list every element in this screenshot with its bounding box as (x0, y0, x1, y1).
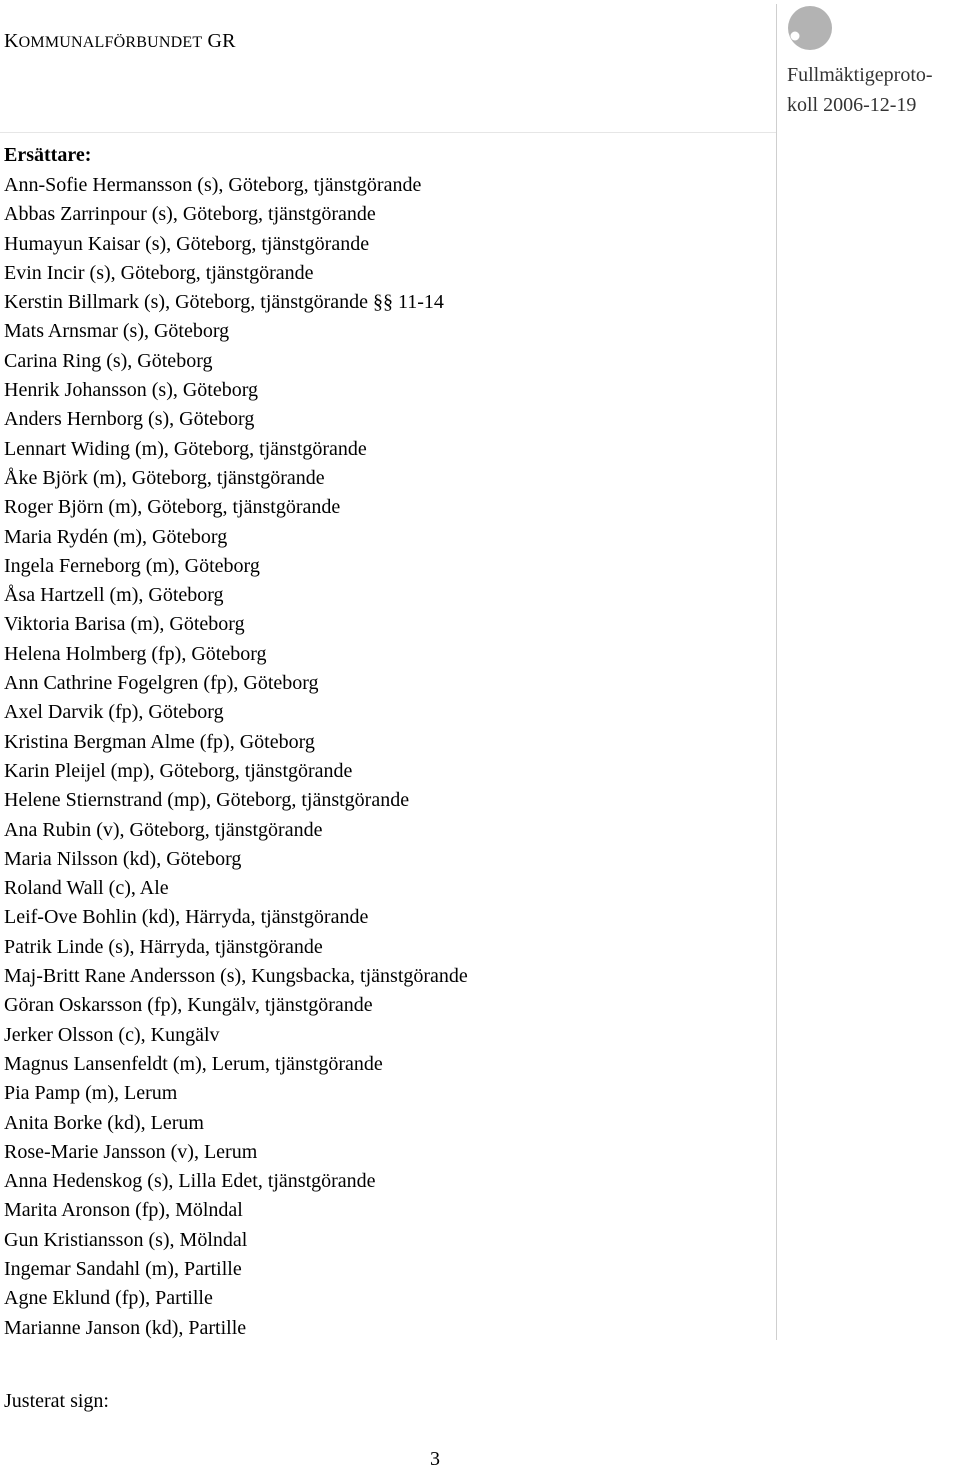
list-item: Maria Rydén (m), Göteborg (4, 525, 228, 548)
org-name-rest: OMMUNALFÖRBUNDET (18, 34, 203, 51)
list-item: Leif-Ove Bohlin (kd), Härryda, tjänstgörande (4, 906, 369, 929)
member-list (4, 171, 468, 1343)
list-item: Viktoria Barisa (m), Göteborg (4, 613, 245, 636)
list-item: Ann Cathrine Fogelgren (fp), Göteborg (4, 672, 319, 695)
page-number: 3 (430, 1448, 440, 1470)
list-item: Maria Nilsson (kd), Göteborg (4, 847, 242, 870)
list-item: Kristina Bergman Alme (fp), Göteborg (4, 730, 315, 753)
list-item: Åsa Hartzell (m), Göteborg (4, 584, 224, 607)
list-item: Anders Hernborg (s), Göteborg (4, 408, 255, 431)
list-item: Anna Hedenskog (s), Lilla Edet, tjänstgörande (4, 1170, 376, 1193)
list-item: Axel Darvik (fp), Göteborg (4, 701, 224, 724)
list-item: Magnus Lansenfeldt (m), Lerum, tjänstgörande (4, 1052, 383, 1075)
list-item: Karin Pleijel (mp), Göteborg, tjänstgörande (4, 759, 353, 782)
list-item: Mats Arnsmar (s), Göteborg (4, 320, 230, 343)
logo-dot (791, 32, 800, 41)
list-item: Humayun Kaisar (s), Göteborg, tjänstgörande (4, 232, 370, 255)
org-name-first-letter: K (4, 30, 19, 52)
list-item: Helene Stiernstrand (mp), Göteborg, tjänstgörande (4, 789, 410, 812)
list-item: Lennart Widing (m), Göteborg, tjänstgörande (4, 437, 367, 460)
document-title-line-1: Fullmäktigeproto- (787, 64, 933, 86)
list-item: Ingela Ferneborg (m), Göteborg (4, 554, 260, 577)
list-item: Roger Björn (m), Göteborg, tjänstgörande (4, 496, 341, 519)
list-item: Pia Pamp (m), Lerum (4, 1082, 178, 1105)
list-item: Kerstin Billmark (s), Göteborg, tjänstgörande §§ 11-14 (4, 291, 444, 314)
gr-logo-circle-icon (786, 4, 834, 52)
list-item: Åke Björk (m), Göteborg, tjänstgörande (4, 466, 325, 489)
document-title (787, 60, 957, 120)
list-item: Abbas Zarrinpour (s), Göteborg, tjänstgörande (4, 203, 376, 226)
sidebar-divider (776, 4, 777, 1340)
list-item: Marianne Janson (kd), Partille (4, 1316, 247, 1339)
list-item: Carina Ring (s), Göteborg (4, 349, 213, 372)
list-item: Gun Kristiansson (s), Mölndal (4, 1228, 248, 1251)
list-item: Maj-Britt Rane Andersson (s), Kungsbacka, tjänstgörande (4, 965, 468, 988)
list-item: Roland Wall (c), Ale (4, 877, 169, 900)
list-item: Henrik Johansson (s), Göteborg (4, 379, 259, 402)
document-title-line-2: koll 2006-12-19 (787, 94, 917, 116)
section-title: Ersättare: (4, 144, 92, 166)
list-item: Agne Eklund (fp), Partille (4, 1287, 213, 1310)
header-divider (0, 132, 776, 133)
list-item: Ingemar Sandahl (m), Partille (4, 1257, 242, 1280)
list-item: Evin Incir (s), Göteborg, tjänstgörande (4, 261, 314, 284)
logo-disc (788, 6, 832, 50)
list-item: Ana Rubin (v), Göteborg, tjänstgörande (4, 818, 323, 841)
org-name-suffix: GR (207, 30, 236, 52)
list-item: Anita Borke (kd), Lerum (4, 1111, 204, 1134)
list-item: Helena Holmberg (fp), Göteborg (4, 642, 267, 665)
list-item: Patrik Linde (s), Härryda, tjänstgörande (4, 935, 323, 958)
list-item: Marita Aronson (fp), Mölndal (4, 1199, 243, 1222)
list-item: Ann-Sofie Hermansson (s), Göteborg, tjänstgörande (4, 174, 422, 196)
list-item: Rose-Marie Jansson (v), Lerum (4, 1140, 258, 1163)
organization-name (4, 30, 236, 53)
list-item: Göran Oskarsson (fp), Kungälv, tjänstgörande (4, 994, 373, 1017)
signature-label: Justerat sign: (4, 1390, 109, 1412)
list-item: Jerker Olsson (c), Kungälv (4, 1023, 220, 1046)
